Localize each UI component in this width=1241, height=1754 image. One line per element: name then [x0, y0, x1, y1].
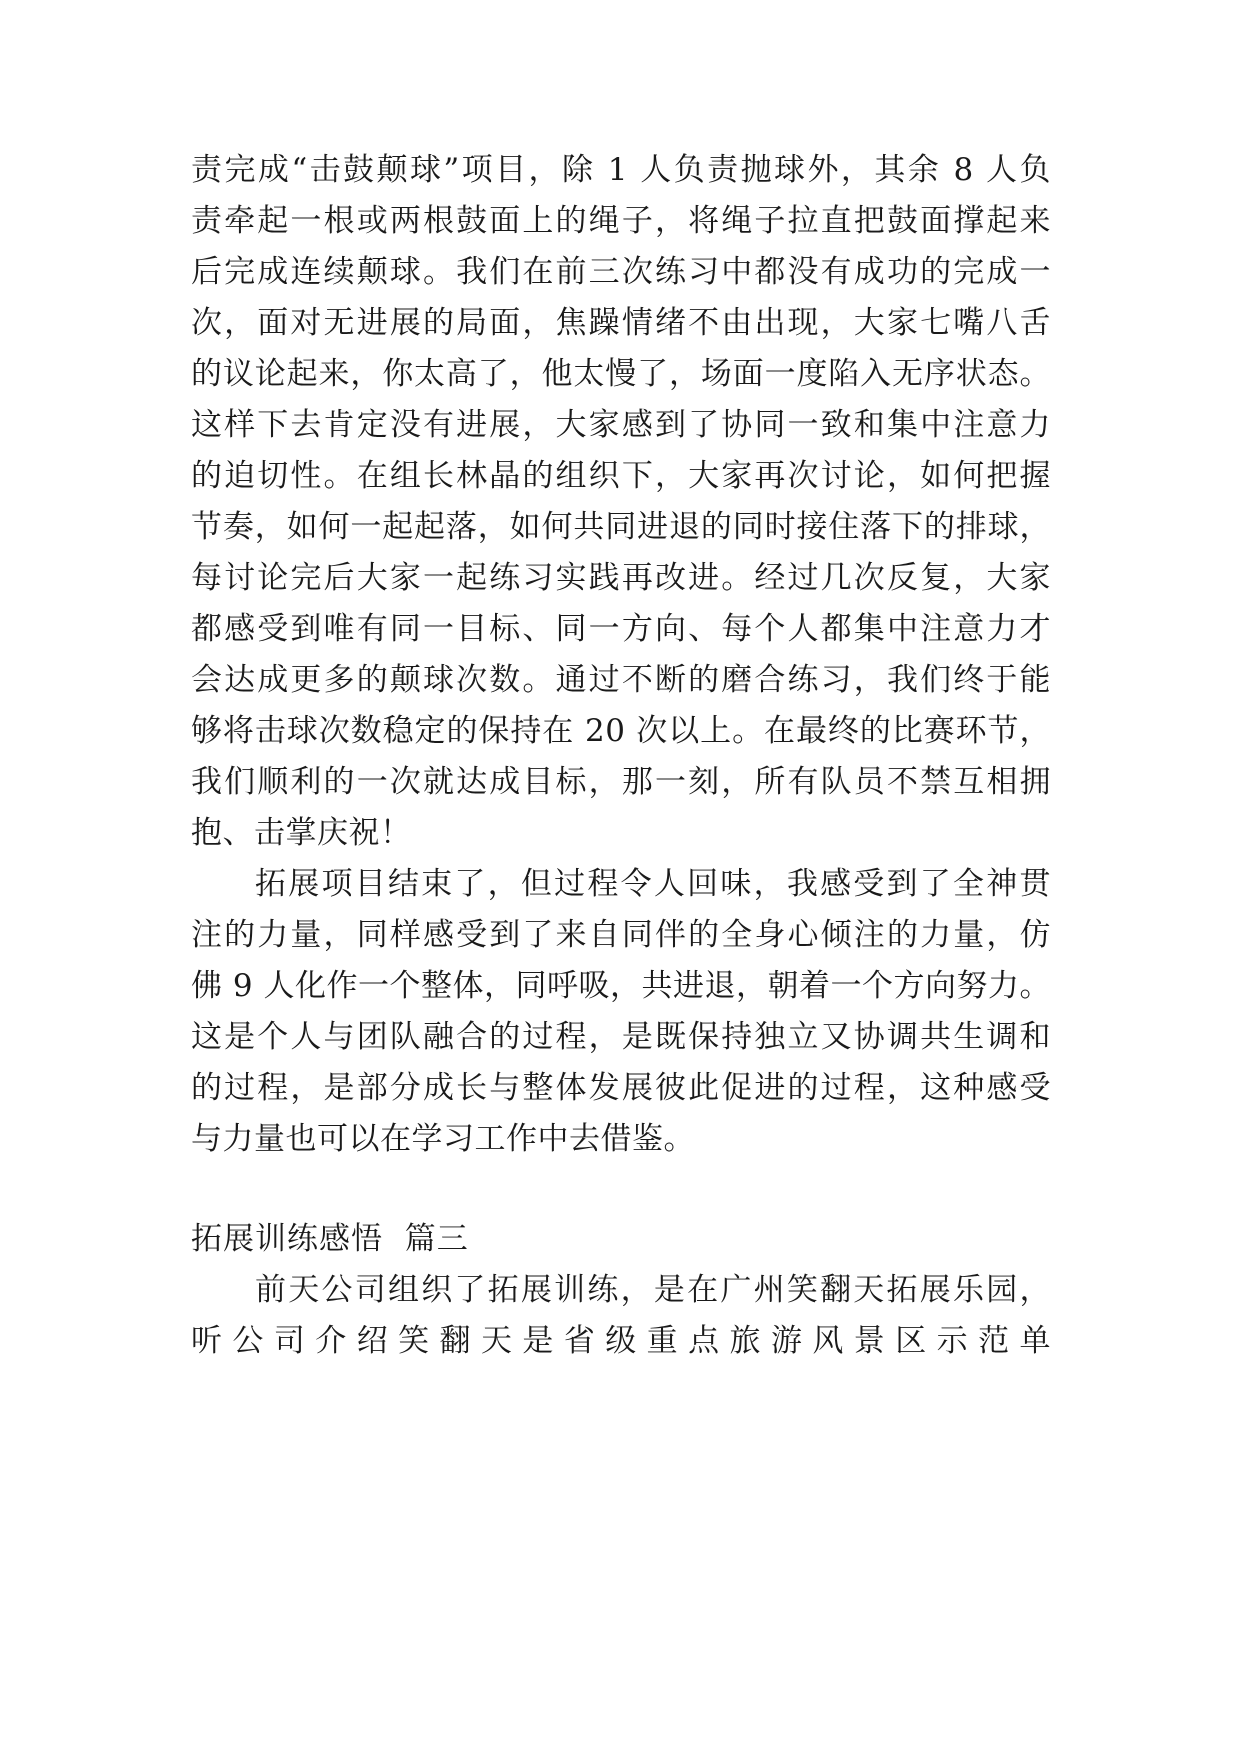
paragraph-1-line-9: 每讨论完后大家一起练习实践再改进。经过几次反复，大家 — [191, 560, 1051, 596]
paragraph-2-line-2: 注的力量，同样感受到了来自同伴的全身心倾注的力量，仿 — [191, 917, 1051, 953]
paragraph-1-line-5: 的议论起来，你太高了，他太慢了，场面一度陷入无序状态。 — [191, 356, 1051, 392]
paragraph-2-line-1: 拓展项目结束了，但过程令人回味，我感受到了全神贯 — [255, 866, 1051, 902]
paragraph-3-line-2: 听公司介绍笑翻天是省级重点旅游风景区示范单 — [191, 1323, 1051, 1359]
paragraph-2-line-3: 佛 9 人化作一个整体，同呼吸，共进退，朝着一个方向努力。 — [191, 968, 1051, 1004]
paragraph-1-line-3: 后完成连续颠球。我们在前三次练习中都没有成功的完成一 — [191, 254, 1051, 290]
paragraph-1-line-7: 的迫切性。在组长林晶的组织下，大家再次讨论，如何把握 — [191, 458, 1051, 494]
section-heading: 拓展训练感悟 篇三 — [191, 1221, 469, 1257]
paragraph-1-line-13: 我们顺利的一次就达成目标，那一刻，所有队员不禁互相拥 — [191, 764, 1051, 800]
paragraph-1-line-12: 够将击球次数稳定的保持在 20 次以上。在最终的比赛环节， — [191, 713, 1051, 749]
paragraph-1-line-14: 抱、击掌庆祝！ — [191, 815, 412, 851]
paragraph-1-line-8: 节奏，如何一起起落，如何共同进退的同时接住落下的排球， — [191, 509, 1051, 545]
paragraph-2-line-6: 与力量也可以在学习工作中去借鉴。 — [191, 1121, 695, 1157]
paragraph-2-line-5: 的过程，是部分成长与整体发展彼此促进的过程，这种感受 — [191, 1070, 1051, 1106]
paragraph-1-line-2: 责牵起一根或两根鼓面上的绳子，将绳子拉直把鼓面撑起来 — [191, 203, 1051, 239]
paragraph-1-line-4: 次，面对无进展的局面，焦躁情绪不由出现，大家七嘴八舌 — [191, 305, 1051, 341]
paragraph-1-line-6: 这样下去肯定没有进展，大家感到了协同一致和集中注意力 — [191, 407, 1051, 443]
paragraph-1-line-10: 都感受到唯有同一目标、同一方向、每个人都集中注意力才 — [191, 611, 1051, 647]
paragraph-1-line-11: 会达成更多的颠球次数。通过不断的磨合练习，我们终于能 — [191, 662, 1051, 698]
paragraph-3-line-1: 前天公司组织了拓展训练，是在广州笑翻天拓展乐园， — [255, 1272, 1051, 1308]
paragraph-1-line-1: 责完成“击鼓颠球”项目，除 1 人负责抛球外，其余 8 人负 — [191, 152, 1051, 188]
paragraph-2-line-4: 这是个人与团队融合的过程，是既保持独立又协调共生调和 — [191, 1019, 1051, 1055]
